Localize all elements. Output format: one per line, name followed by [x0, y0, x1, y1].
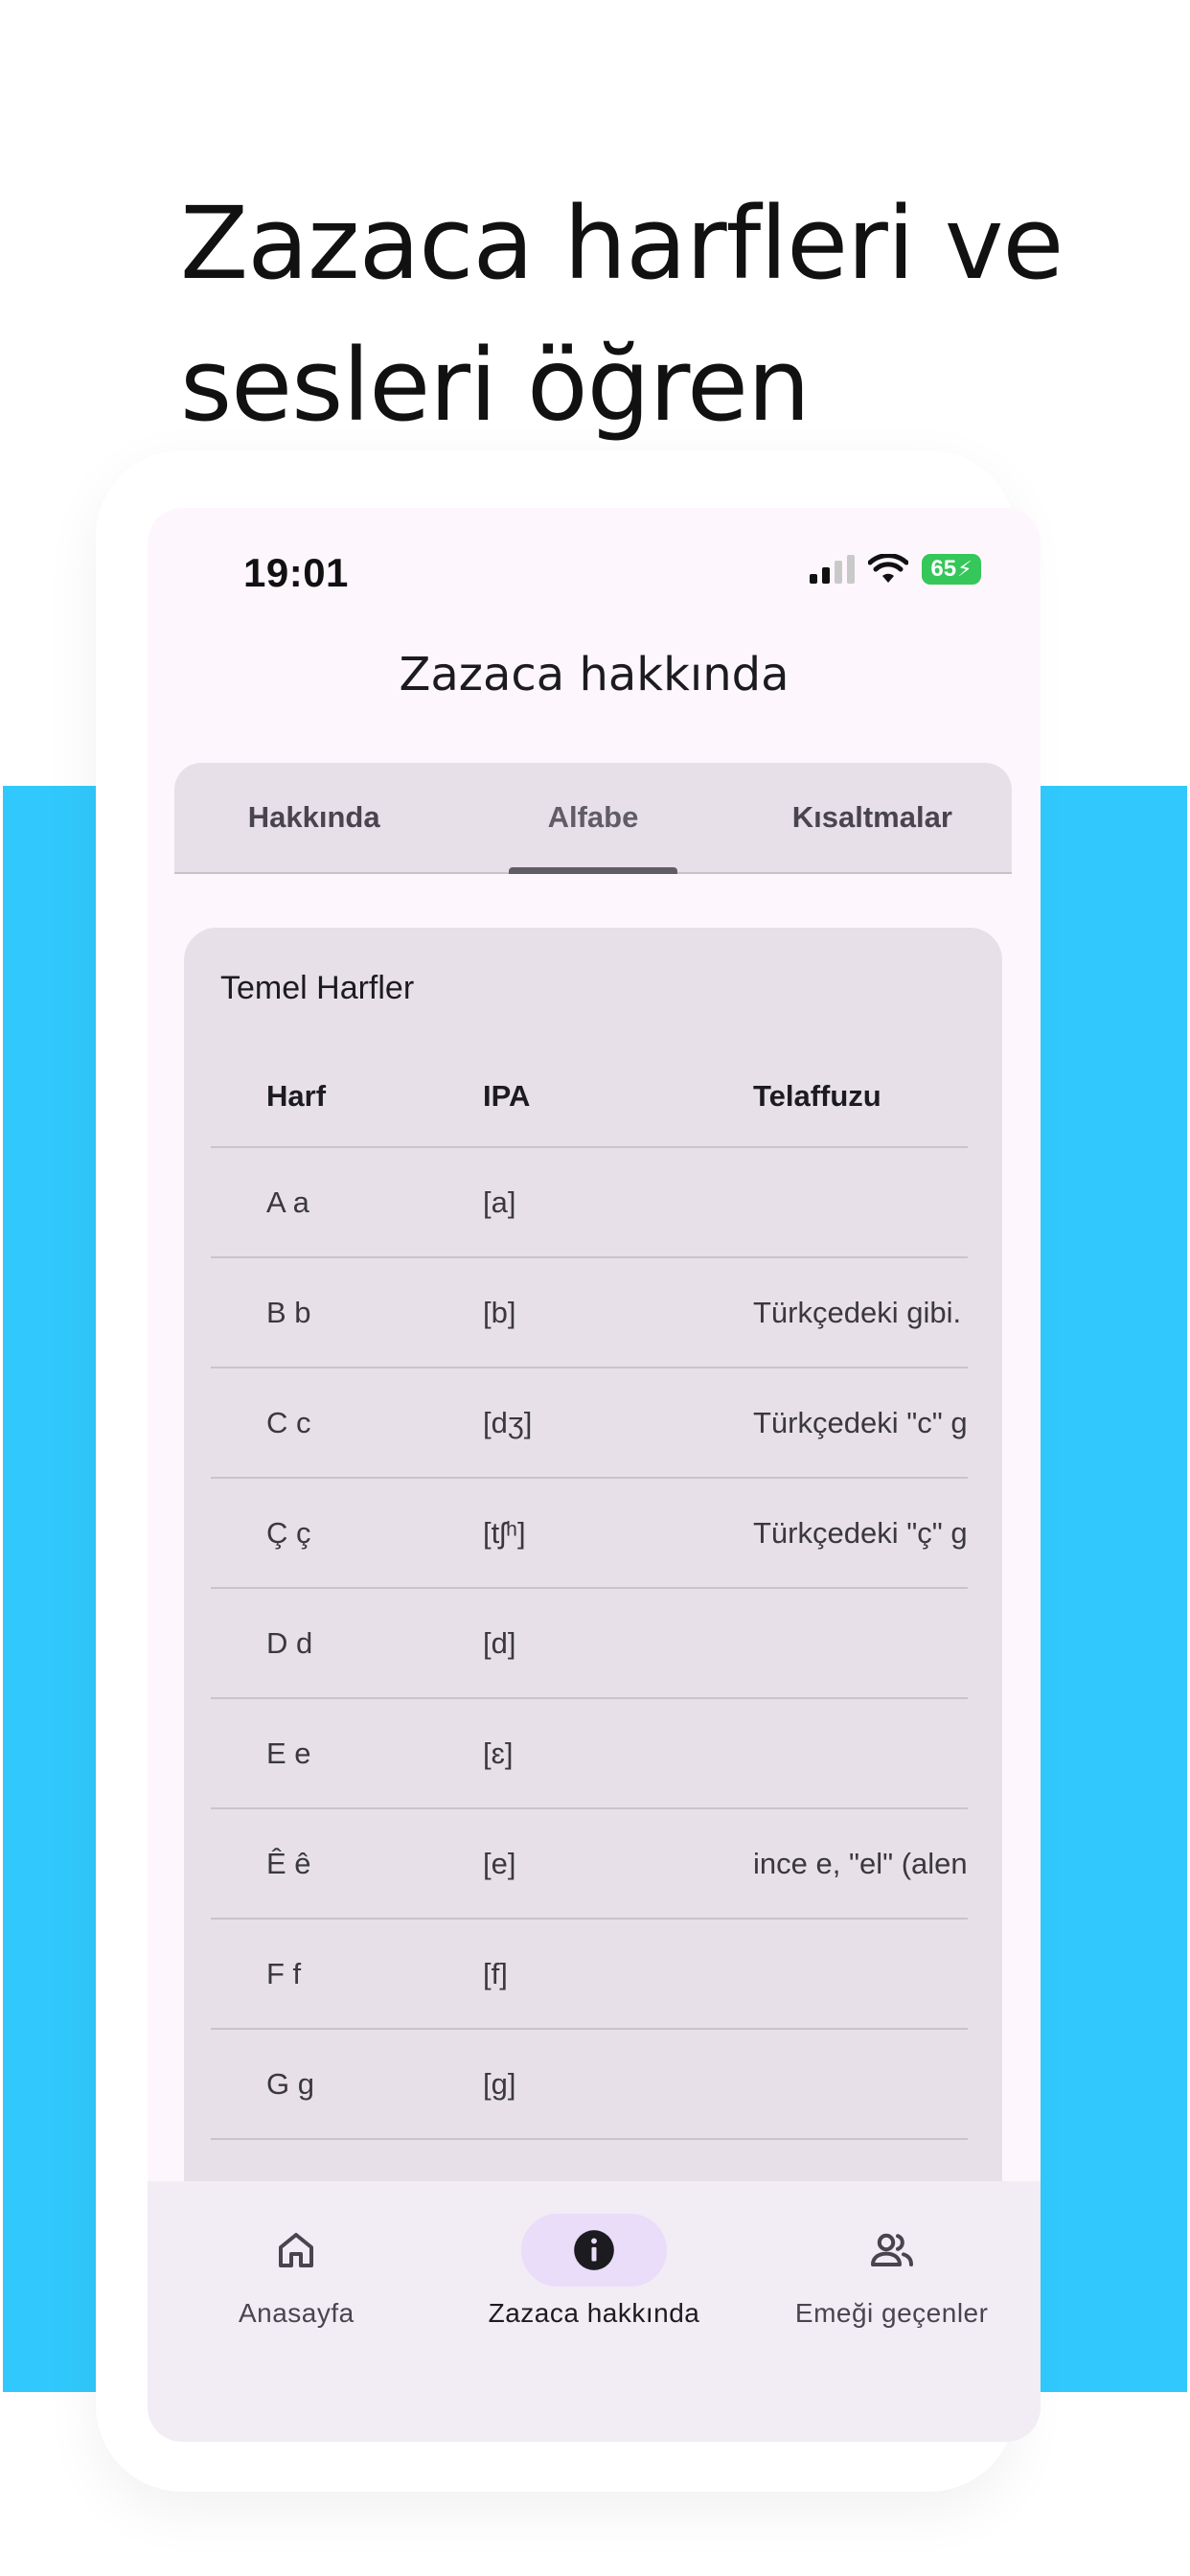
table-row: [211, 2030, 968, 2140]
battery-level: 65: [930, 556, 957, 582]
cell-harf: Ç ç: [266, 1515, 311, 1550]
cell-ipa: [tʃʰ]: [483, 1515, 526, 1550]
cell-ipa: [a]: [483, 1184, 516, 1219]
cell-harf: D d: [266, 1625, 313, 1660]
table-row: [211, 1368, 968, 1479]
wifi-icon: [868, 554, 908, 585]
alphabet-table[interactable]: [211, 1046, 968, 2140]
tab-label: Kısaltmalar: [791, 800, 952, 834]
cell-telaffuz: Türkçedeki "c" g: [753, 1405, 968, 1439]
info-icon: [570, 2226, 618, 2274]
battery-icon: [922, 554, 981, 585]
nav-pill: [819, 2214, 965, 2287]
status-icons: [810, 554, 981, 585]
cell-harf: A a: [266, 1184, 309, 1219]
tab-label: Alfabe: [547, 800, 639, 834]
cell-harf: C c: [266, 1405, 311, 1439]
cell-ipa: [dʒ]: [483, 1405, 533, 1439]
table-row: [211, 1479, 968, 1589]
cell-ipa: [f]: [483, 1956, 508, 1990]
header-ipa: IPA: [483, 1079, 531, 1113]
cellular-signal-icon: [810, 555, 855, 584]
nav-pill: [223, 2214, 369, 2287]
alphabet-card: [184, 928, 1002, 2269]
table-header-row: [211, 1046, 968, 1148]
nav-anasayfa[interactable]: [148, 2181, 446, 2442]
tab-kisaltmalar[interactable]: [733, 763, 1012, 872]
home-icon: [273, 2227, 319, 2273]
nav-label: Anasayfa: [238, 2298, 355, 2328]
cell-telaffuz: Türkçedeki "ç" g: [753, 1515, 968, 1550]
cell-ipa: [ɛ]: [483, 1736, 514, 1770]
nav-label: Zazaca hakkında: [488, 2298, 700, 2328]
cell-ipa: [g]: [483, 2066, 516, 2101]
cell-harf: E e: [266, 1736, 311, 1770]
cell-ipa: [e]: [483, 1846, 516, 1880]
table-row: [211, 1589, 968, 1699]
tab-hakkinda[interactable]: [174, 763, 453, 872]
cell-harf: F f: [266, 1956, 302, 1990]
cell-harf: G g: [266, 2066, 314, 2101]
header-harf: Harf: [266, 1079, 327, 1113]
cell-telaffuz: ince e, "el" (alen: [753, 1846, 968, 1880]
tab-bar: [174, 763, 1012, 874]
header-telaffuz: Telaffuzu: [753, 1079, 881, 1113]
nav-label: Emeği geçenler: [794, 2298, 989, 2328]
tab-label: Hakkında: [247, 800, 380, 834]
bottom-navigation: [148, 2181, 1041, 2442]
people-icon: [867, 2227, 917, 2273]
phone-screen: [148, 508, 1041, 2442]
cell-harf: Ê ê: [266, 1846, 311, 1880]
page-title: Zazaca hakkında: [399, 648, 790, 702]
table-row: [211, 1809, 968, 1920]
tab-alfabe[interactable]: [453, 763, 732, 872]
charging-bolt-icon: ⚡: [957, 557, 973, 581]
card-title: Temel Harfler: [220, 970, 415, 1006]
table-row: [211, 1920, 968, 2030]
cell-ipa: [d]: [483, 1625, 516, 1660]
promo-headline: Zazaca harfleri ve sesleri öğren: [180, 185, 1064, 444]
table-row: [211, 1699, 968, 1809]
cell-ipa: [b]: [483, 1295, 516, 1329]
nav-pill-active: [521, 2214, 667, 2287]
nav-zazaca-hakkinda[interactable]: [446, 2181, 744, 2442]
cell-telaffuz: Türkçedeki gibi.: [753, 1295, 962, 1329]
table-row: [211, 1148, 968, 1258]
table-row: [211, 1258, 968, 1368]
nav-emegi-gecenler[interactable]: [743, 2181, 1041, 2442]
status-time: 19:01: [243, 550, 349, 595]
cell-harf: B b: [266, 1295, 311, 1329]
